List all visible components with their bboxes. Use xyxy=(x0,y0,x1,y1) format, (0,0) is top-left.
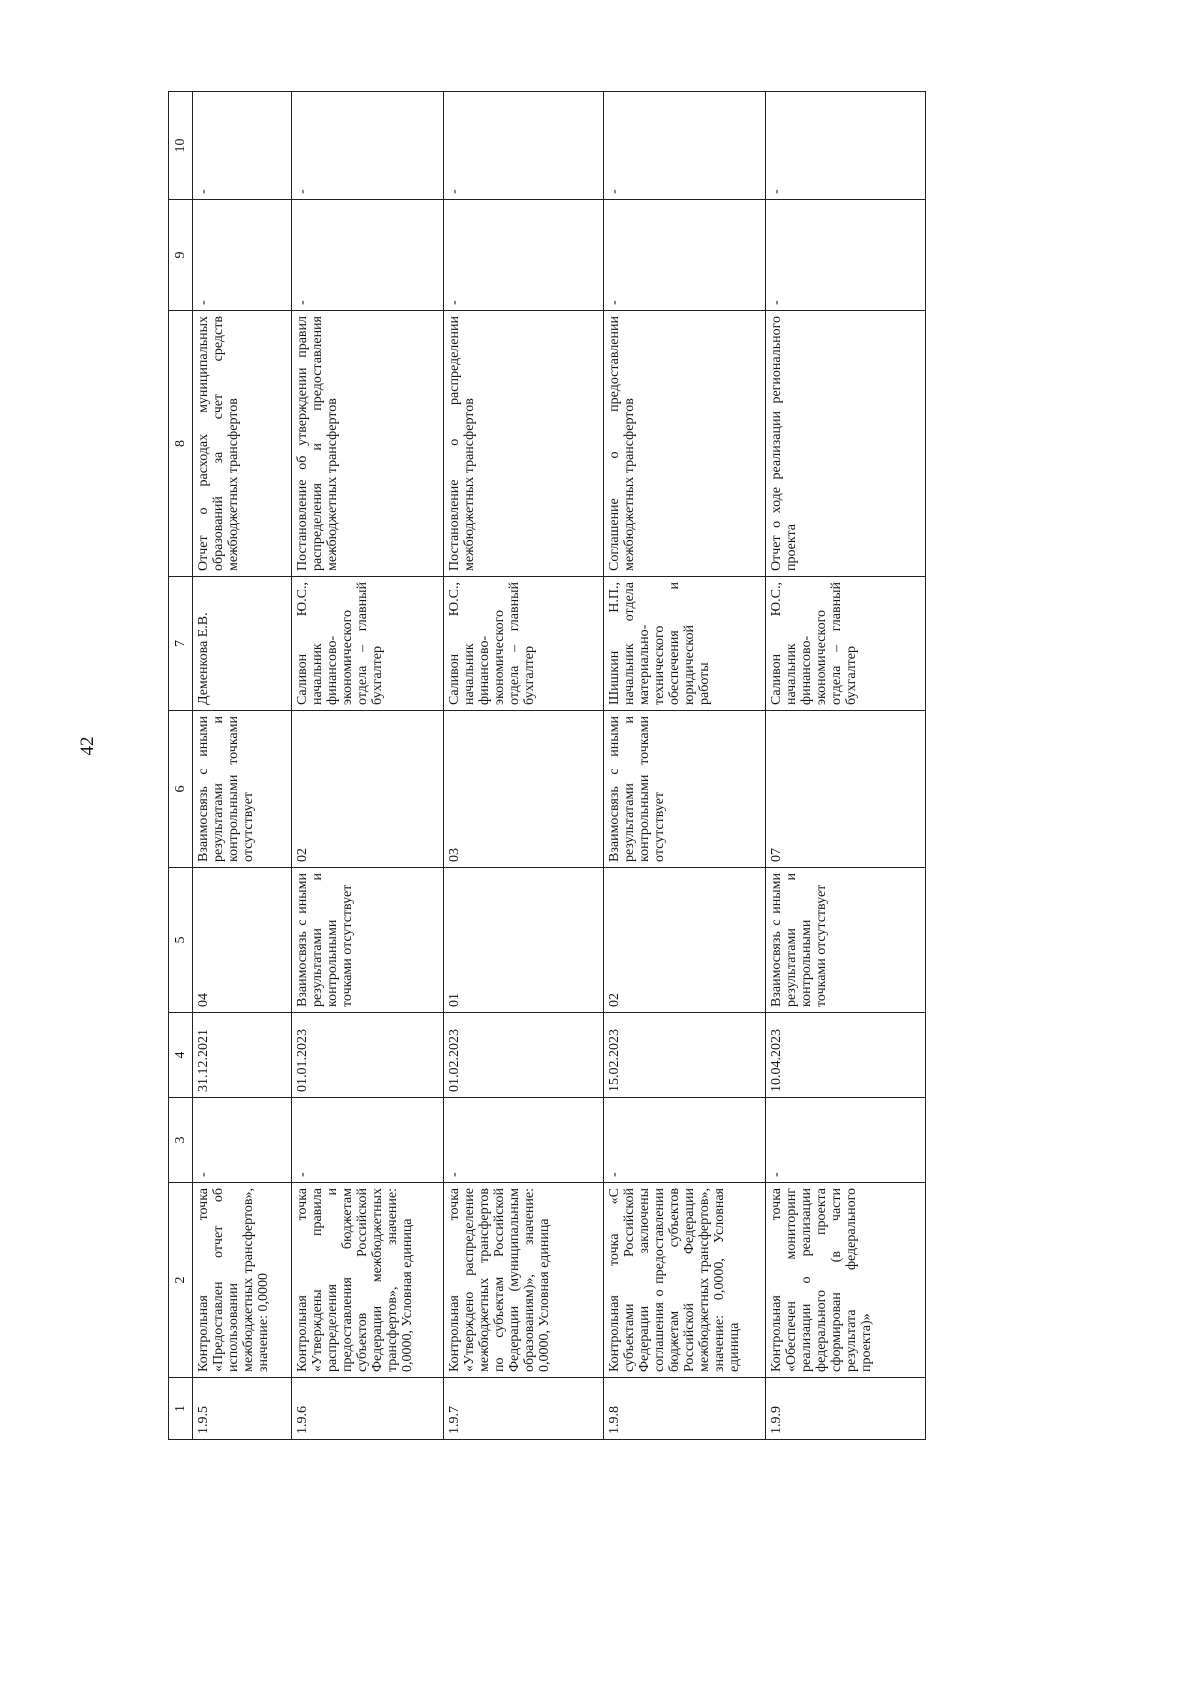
column-number-header: 9 xyxy=(169,200,193,311)
col3-cell: - xyxy=(604,1098,766,1183)
date-cell: 01.02.2023 xyxy=(444,1013,604,1098)
col6-cell: Взаимосвязь с иными результатами и контрольными точками отсутствует xyxy=(604,711,766,868)
control-point-cell: Контрольная точка «Обеспечен мониторинг реализации о реализации федерального проекта сформирован (в части результата федерального проекта)» xyxy=(766,1183,926,1378)
col9-cell: - xyxy=(292,200,444,311)
col5-cell: 02 xyxy=(604,868,766,1013)
control-point-cell: Контрольная точка «Предоставлен отчет об использовании межбюджетных трансфертов», значение: 0,0000 xyxy=(193,1183,292,1378)
col6-cell: 07 xyxy=(766,711,926,868)
column-number-header: 3 xyxy=(169,1098,193,1183)
col9-cell: - xyxy=(766,200,926,311)
col3-cell: - xyxy=(444,1098,604,1183)
control-point-cell: Контрольная точка «С субъектами Российской Федерации заключены соглашения о предоставлении бюджетам субъектов Российской Федерации межбюджетных трансфертов», значение: 0,0000, Условная единица xyxy=(604,1183,766,1378)
col5-cell: Взаимосвязь с иными результатами и контрольными точками отсутствует xyxy=(766,868,926,1013)
row-number-cell: 1.9.8 xyxy=(604,1378,766,1440)
col9-cell: - xyxy=(444,200,604,311)
responsible-cell: Деменкова Е.В. xyxy=(193,577,292,711)
document-cell: Соглашение о предоставлении межбюджетных трансфертов xyxy=(604,311,766,577)
row-number-cell: 1.9.6 xyxy=(292,1378,444,1440)
col10-cell: - xyxy=(193,92,292,200)
col6-cell: 03 xyxy=(444,711,604,868)
column-number-header: 1 xyxy=(169,1378,193,1440)
date-cell: 31.12.2021 xyxy=(193,1013,292,1098)
responsible-cell: Саливон Ю.С., начальник финансово-экономического отдела – главный бухгалтер xyxy=(444,577,604,711)
col10-cell: - xyxy=(292,92,444,200)
col9-cell: - xyxy=(193,200,292,311)
row-number-cell: 1.9.5 xyxy=(193,1378,292,1440)
column-number-header: 7 xyxy=(169,577,193,711)
table-row xyxy=(766,92,926,1440)
table-row xyxy=(292,92,444,1440)
col10-cell: - xyxy=(766,92,926,200)
date-cell: 15.02.2023 xyxy=(604,1013,766,1098)
document-cell: Отчет о ходе реализации регионального проекта xyxy=(766,311,926,577)
document-cell: Постановление об утверждении правил распределения и предоставления межбюджетных трансфертов xyxy=(292,311,444,577)
responsible-cell: Саливон Ю.С., начальник финансово-экономического отдела – главный бухгалтер xyxy=(292,577,444,711)
responsible-cell: Саливон Ю.С., начальник финансово-экономического отдела – главный бухгалтер xyxy=(766,577,926,711)
col5-cell: 01 xyxy=(444,868,604,1013)
col5-cell: 04 xyxy=(193,868,292,1013)
date-cell: 01.01.2023 xyxy=(292,1013,444,1098)
col3-cell: - xyxy=(766,1098,926,1183)
col10-cell: - xyxy=(604,92,766,200)
control-point-cell: Контрольная точка «Утверждено распределение межбюджетных трансфертов по субъектам Российской Федерации (муниципальным образованиям)», значение: 0,0000, Условная единица xyxy=(444,1183,604,1378)
column-number-header: 2 xyxy=(169,1183,193,1378)
column-number-header: 8 xyxy=(169,311,193,577)
control-points-table xyxy=(168,91,926,1440)
col9-cell: - xyxy=(604,200,766,311)
col6-cell: Взаимосвязь с иными результатами и контрольными точками отсутствует xyxy=(193,711,292,868)
col3-cell: - xyxy=(193,1098,292,1183)
document-cell: Отчет о расходах муниципальных образований за счет средств межбюджетных трансфертов xyxy=(193,311,292,577)
row-number-cell: 1.9.9 xyxy=(766,1378,926,1440)
column-number-header: 5 xyxy=(169,868,193,1013)
col10-cell: - xyxy=(444,92,604,200)
document-cell: Постановление о распределении межбюджетных трансфертов xyxy=(444,311,604,577)
date-cell: 10.04.2023 xyxy=(766,1013,926,1098)
table-header-row xyxy=(169,92,193,1440)
column-number-header: 10 xyxy=(169,92,193,200)
table-row xyxy=(193,92,292,1440)
col6-cell: 02 xyxy=(292,711,444,868)
responsible-cell: Шишкин Н.П., начальник отдела материально-технического обеспечения и юридической работы xyxy=(604,577,766,711)
table-row xyxy=(604,92,766,1440)
col5-cell: Взаимосвязь с иными результатами и контрольными точками отсутствует xyxy=(292,868,444,1013)
row-number-cell: 1.9.7 xyxy=(444,1378,604,1440)
table-row xyxy=(444,92,604,1440)
column-number-header: 4 xyxy=(169,1013,193,1098)
page-number: 42 xyxy=(77,736,98,756)
column-number-header: 6 xyxy=(169,711,193,868)
col3-cell: - xyxy=(292,1098,444,1183)
control-point-cell: Контрольная точка «Утверждены правила распределения и предоставления бюджетам субъектов Российской Федерации межбюджетных трансфертов», значение: 0,0000, Условная единица xyxy=(292,1183,444,1378)
